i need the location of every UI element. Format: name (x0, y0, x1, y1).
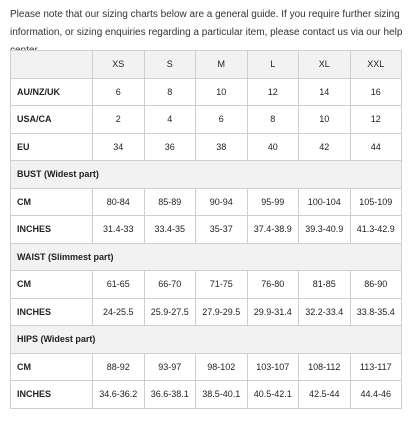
size-value-cell: 40.5-42.1 (247, 381, 299, 409)
header-row (11, 51, 402, 79)
size-value-cell: 34 (93, 133, 145, 161)
size-value-cell: 12 (350, 106, 402, 134)
size-chart-header (11, 51, 402, 79)
size-value-cell: 103-107 (247, 353, 299, 381)
row-label: INCHES (11, 216, 93, 244)
size-value-cell: 14 (299, 78, 351, 106)
section-header-row (11, 161, 402, 189)
size-header-m: M (196, 51, 248, 79)
size-value-cell: 38.5-40.1 (196, 381, 248, 409)
size-value-cell: 44 (350, 133, 402, 161)
row-label: EU (11, 133, 93, 161)
size-value-cell: 6 (196, 106, 248, 134)
table-row (11, 216, 402, 244)
size-chart-table (10, 50, 402, 409)
table-row (11, 298, 402, 326)
size-value-cell: 35-37 (196, 216, 248, 244)
size-value-cell: 29.9-31.4 (247, 298, 299, 326)
table-row (11, 381, 402, 409)
size-value-cell: 33.4-35 (144, 216, 196, 244)
size-value-cell: 8 (247, 106, 299, 134)
size-value-cell: 86-90 (350, 271, 402, 299)
size-value-cell: 98-102 (196, 353, 248, 381)
table-row (11, 78, 402, 106)
section-title: BUST (Widest part) (11, 161, 402, 189)
size-value-cell: 36.6-38.1 (144, 381, 196, 409)
size-value-cell: 12 (247, 78, 299, 106)
size-value-cell: 41.3-42.9 (350, 216, 402, 244)
size-value-cell: 95-99 (247, 188, 299, 216)
size-value-cell: 66-70 (144, 271, 196, 299)
row-label: CM (11, 271, 93, 299)
size-value-cell: 4 (144, 106, 196, 134)
size-value-cell: 81-85 (299, 271, 351, 299)
size-value-cell: 25.9-27.5 (144, 298, 196, 326)
size-value-cell: 2 (93, 106, 145, 134)
size-value-cell: 36 (144, 133, 196, 161)
table-row (11, 353, 402, 381)
size-header-l: L (247, 51, 299, 79)
size-value-cell: 93-97 (144, 353, 196, 381)
section-header-row (11, 243, 402, 271)
section-header-row (11, 326, 402, 354)
size-value-cell: 42.5-44 (299, 381, 351, 409)
row-label: AU/NZ/UK (11, 78, 93, 106)
size-value-cell: 113-117 (350, 353, 402, 381)
size-value-cell: 44.4-46 (350, 381, 402, 409)
section-title: WAIST (Slimmest part) (11, 243, 402, 271)
size-header-xs: XS (93, 51, 145, 79)
size-header-s: S (144, 51, 196, 79)
size-value-cell: 10 (299, 106, 351, 134)
size-value-cell: 71-75 (196, 271, 248, 299)
size-value-cell: 40 (247, 133, 299, 161)
size-value-cell: 31.4-33 (93, 216, 145, 244)
size-header-xl: XL (299, 51, 351, 79)
size-value-cell: 33.8-35.4 (350, 298, 402, 326)
row-label: CM (11, 188, 93, 216)
size-value-cell: 42 (299, 133, 351, 161)
size-value-cell: 24-25.5 (93, 298, 145, 326)
size-value-cell: 34.6-36.2 (93, 381, 145, 409)
sizing-guide-note: Please note that our sizing charts below are a general guide. If you require further sizing information, or sizing enquiries regarding a particular item, please contact us via our help (10, 9, 403, 38)
size-value-cell: 76-80 (247, 271, 299, 299)
size-chart-body (11, 78, 402, 408)
size-value-cell: 85-89 (144, 188, 196, 216)
size-value-cell: 100-104 (299, 188, 351, 216)
section-title: HIPS (Widest part) (11, 326, 402, 354)
table-row (11, 106, 402, 134)
size-value-cell: 10 (196, 78, 248, 106)
size-value-cell: 88-92 (93, 353, 145, 381)
size-value-cell: 105-109 (350, 188, 402, 216)
size-value-cell: 80-84 (93, 188, 145, 216)
row-label: USA/CA (11, 106, 93, 134)
size-value-cell: 37.4-38.9 (247, 216, 299, 244)
size-header-xxl: XXL (350, 51, 402, 79)
size-value-cell: 16 (350, 78, 402, 106)
size-value-cell: 108-112 (299, 353, 351, 381)
row-label: INCHES (11, 298, 93, 326)
table-row (11, 188, 402, 216)
size-value-cell: 38 (196, 133, 248, 161)
header-corner-cell (11, 51, 93, 79)
size-value-cell: 8 (144, 78, 196, 106)
size-value-cell: 32.2-33.4 (299, 298, 351, 326)
table-row (11, 133, 402, 161)
row-label: CM (11, 353, 93, 381)
size-value-cell: 90-94 (196, 188, 248, 216)
size-value-cell: 61-65 (93, 271, 145, 299)
size-value-cell: 27.9-29.5 (196, 298, 248, 326)
row-label: INCHES (11, 381, 93, 409)
table-row (11, 271, 402, 299)
size-value-cell: 39.3-40.9 (299, 216, 351, 244)
size-value-cell: 6 (93, 78, 145, 106)
